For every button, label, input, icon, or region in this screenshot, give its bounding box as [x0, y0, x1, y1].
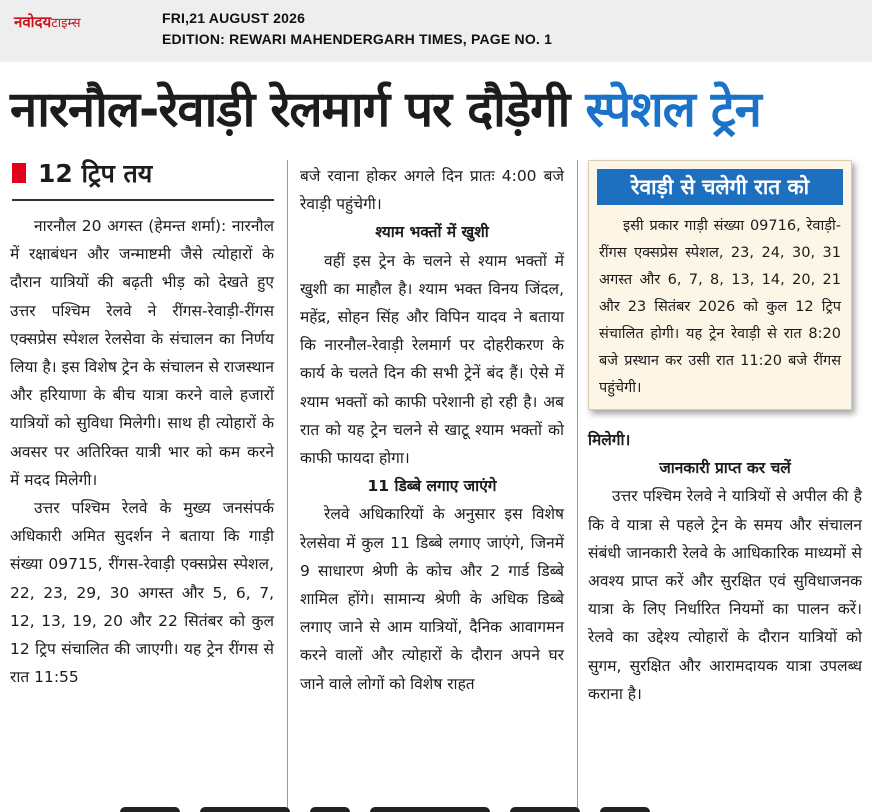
- subheading: जानकारी प्राप्त कर चलें: [659, 459, 791, 478]
- section-label: [12, 156, 152, 190]
- sidebar-box-text: इसी प्रकार गाड़ी संख्या 09716, रेवाड़ी-रींगस एक्सप्रेस स्पेशल, 23, 24, 30, 31 अगस्त और 6, 7, 8, 13, 14, 20, 21 और 23 सितंबर 2026 को कुल 12 ट्रिप संचालित होगी। यह ट्रेन रेवाड़ी से रात 8:20 बजे प्रस्थान कर उसी रात 11:20 बजे रींगस पहुंचेगी।: [599, 218, 841, 396]
- masthead-bar: [0, 0, 872, 62]
- sidebar-box-title: रेवाड़ी से चलेगी रात को: [597, 169, 843, 205]
- sidebar-box: [588, 160, 852, 410]
- edition-date: FRI,21 AUGUST 2026: [162, 10, 306, 26]
- section-rule: [12, 199, 274, 201]
- article-paragraph: नारनौल 20 अगस्त (हेमन्त शर्मा): नारनौल में रक्षाबंधन और जन्माष्टमी जैसे त्योहारों के दौरान यात्रियों की बढ़ती भीड़ को देखते हुए उत्तर पश्चिम रेलवे ने रींगस-रेवाड़ी-रींगस एक्सप्रेस स्पेशल रेलसेवा के संचालन का निर्णय लिया है। इस विशेष ट्रेन के संचालन से राजस्थान और हरियाणा के बीच यात्रा करने वाले हजारों यात्रियों को सुविधा मिलेगी। साथ ही त्योहारों के अवसर पर अतिरिक्त यात्री भार को कम करने में मदद मिलेगी।: [10, 217, 274, 489]
- headline-main: नारनौल-रेवाड़ी रेलमार्ग पर दौड़ेगी: [10, 81, 570, 138]
- page-headline: [10, 74, 862, 146]
- column-divider: [577, 160, 578, 812]
- section-marker: [12, 163, 26, 183]
- article-column-3: [588, 426, 862, 708]
- article-paragraph: रेलवे अधिकारियों के अनुसार इस विशेष रेलसेवा में कुल 11 डिब्बे लगाए जाएंगे, जिनमें 9 साधारण श्रेणी के कोच और 2 गार्ड डिब्बे शामिल होंगे। सामान्य श्रेणी के अधिक डिब्बे लगाए जाने से आम यात्रियों, दैनिक आवागमन करने वालों और त्योहारों के दौरान अपने घर जाने वाले लोगों को विशेष राहत: [300, 505, 564, 693]
- subheading: श्याम भक्तों में खुशी: [375, 223, 489, 242]
- section-label-text: 12 ट्रिप तय: [38, 159, 153, 188]
- article-column-1: [10, 212, 274, 691]
- next-headline-cutoff: [0, 802, 872, 812]
- article-paragraph: उत्तर पश्चिम रेलवे ने यात्रियों से अपील की है कि वे यात्रा से पहले ट्रेन के समय और संचालन संबंधी जानकारी रेलवे के आधिकारिक माध्यमों से अवश्य प्राप्त करें और सुरक्षित एवं सुविधाजनक यात्रा के लिए निर्धारित नियमों का पालन करें। रेलवे का उद्देश्य त्योहारों के दौरान यात्रियों को सुगम, सुरक्षित और आरामदायक यात्रा उपलब्ध कराना है।: [588, 487, 862, 703]
- headline-highlight: स्पेशल ट्रेन: [585, 81, 761, 138]
- article-paragraph: बजे रवाना होकर अगले दिन प्रातः 4:00 बजे रेवाड़ी पहुंचेगी।: [300, 167, 564, 214]
- article-paragraph: वहीं इस ट्रेन के चलने से श्याम भक्तों में खुशी का माहौल है। श्याम भक्त विनय जिंदल, महेंद्र, सोहन सिंह और विपिन यादव ने बताया कि नारनौल-रेवाड़ी रेलमार्ग पर दोहरीकरण के कार्य के चलते दिन की सभी ट्रेनें बंद हैं। ऐसे में श्याम भक्तों को काफी परेशानी हो रही है। अब रात को यह ट्रेन चलने से खाटू श्याम भक्तों को काफी फायदा होगा।: [300, 251, 564, 468]
- article-paragraph: मिलेगी।: [588, 431, 631, 449]
- article-column-2: [300, 162, 564, 698]
- column-divider: [287, 160, 288, 812]
- logo-suffix: टाइम्स: [51, 16, 81, 31]
- article-paragraph: उत्तर पश्चिम रेलवे के मुख्य जनसंपर्क अधिकारी अमित सुदर्शन ने बताया कि गाड़ी संख्या 09715, रींगस-रेवाड़ी एक्सप्रेस स्पेशल, 22, 23, 29, 30 अगस्त और 5, 6, 7, 12, 13, 19, 20 और 22 सितंबर को कुल 12 ट्रिप संचालित की जाएगी। यह ट्रेन रींगस से रात 11:55: [10, 499, 274, 687]
- logo-text: नवोदय: [14, 13, 52, 31]
- subheading: 11 डिब्बे लगाए जाएंगे: [367, 477, 497, 496]
- edition-info: EDITION: REWARI MAHENDERGARH TIMES, PAGE NO. 1: [162, 31, 553, 47]
- sidebar-box-body: [599, 213, 841, 402]
- newspaper-logo: [14, 12, 81, 32]
